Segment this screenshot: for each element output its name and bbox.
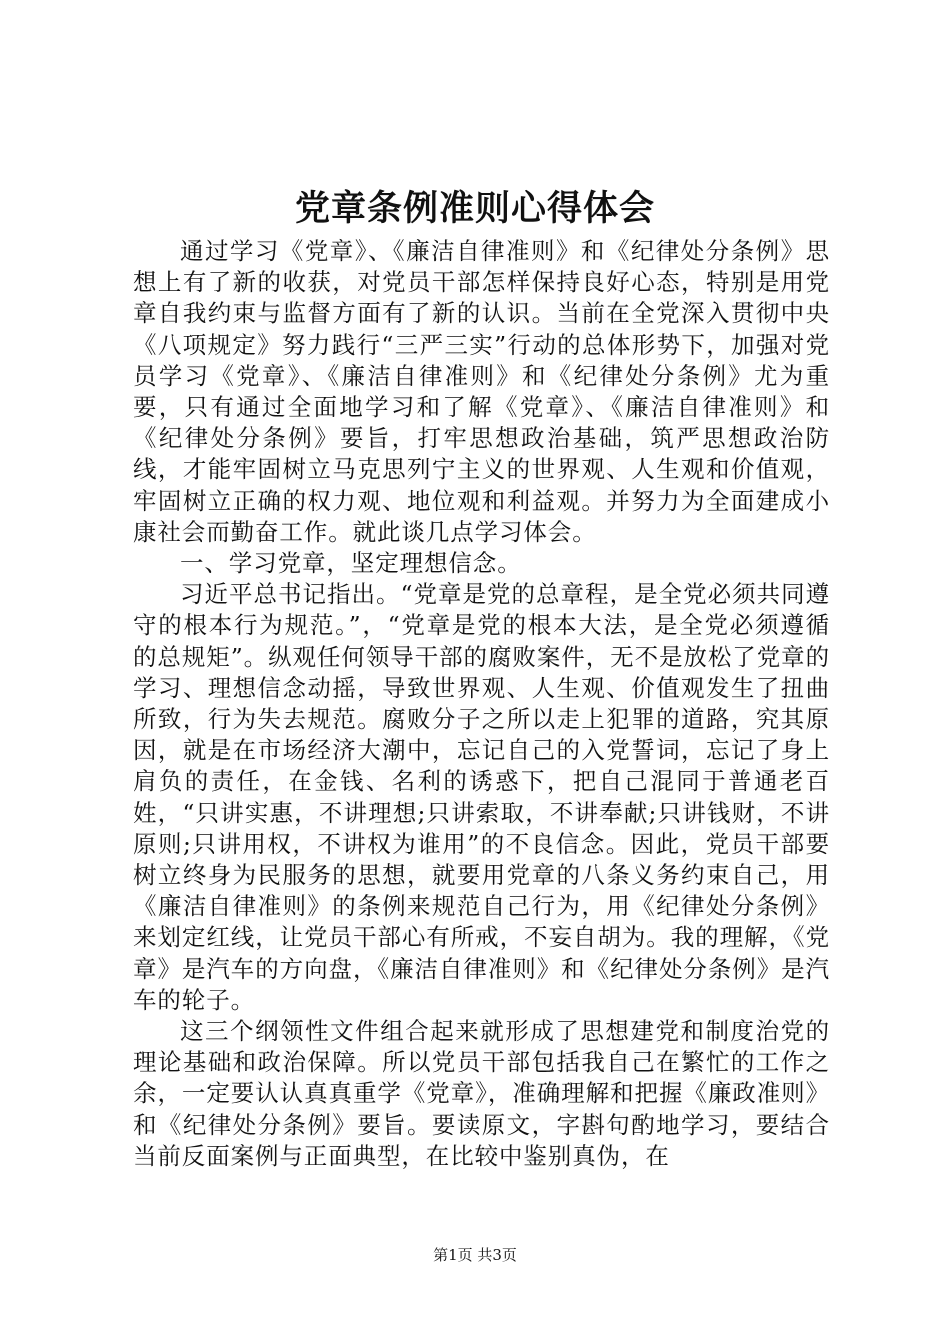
intro-paragraph: 通过学习《党章》、《廉洁自律准则》和《纪律处分条例》思想上有了新的收获，对党员干部怎样保持良好心态，特别是用党章自我约束与监督方面有了新的认识。当前在全党深入贯彻中央《八项规定》努力践行“三严三实”行动的总体形势下，加强对党员学习《党章》、《廉洁自律准则》和《纪律处分条例》尤为重要，只有通过全面地学习和了解《党章》、《廉洁自律准则》和《纪律处分条例》要旨，打牢思想政治基础，筑严思想政治防线，才能牢固树立马克思列宁主义的世界观、人生观和价值观，牢固树立正确的权力观、地位观和利益观。并努力为全面建成小康社会而勤奋工作。就此谈几点学习体会。 <box>133 237 830 546</box>
page-footer: 第1页 共3页 <box>433 1246 517 1264</box>
body-paragraph: 这三个纲领性文件组合起来就形成了思想建党和制度治党的理论基础和政治保障。所以党员干部包括我自己在繁忙的工作之余，一定要认认真真重学《党章》，准确理解和把握《廉政准则》和《纪律处分条例》要旨。要读原文，字斟句酌地学习，要结合当前反面案例与正面典型，在比较中鉴别真伪，在 <box>133 1017 830 1170</box>
document-body <box>133 236 830 1172</box>
document-title: 党章条例准则心得体会 <box>294 188 655 229</box>
body-paragraph: 习近平总书记指出。“党章是党的总章程，是全党必须共同遵守的根本行为规范。”，“党章是党的根本大法，是全党必须遵循的总规矩”。纵观任何领导干部的腐败案件，无不是放松了党章的学习、理想信念动摇，导致世界观、人生观、价值观发生了扭曲所致，行为失去规范。腐败分子之所以走上犯罪的道路，究其原因，就是在市场经济大潮中，忘记自己的入党誓词，忘记了身上肩负的责任，在金钱、名利的诱惑下，把自己混同于普通老百姓，“只讲实惠，不讲理想;只讲索取，不讲奉献;只讲钱财，不讲原则;只讲用权，不讲权为谁用”的不良信念。因此，党员干部要树立终身为民服务的思想，就要用党章的八条义务约束自己，用《廉洁自律准则》的条例来规范自己行为，用《纪律处分条例》来划定红线，让党员干部心有所戒，不妄自胡为。我的理解，《党章》是汽车的方向盘，《廉洁自律准则》和《纪律处分条例》是汽车的轮子。 <box>133 580 830 1014</box>
section-heading: 一、学习党章，坚定理想信念。 <box>180 549 522 578</box>
